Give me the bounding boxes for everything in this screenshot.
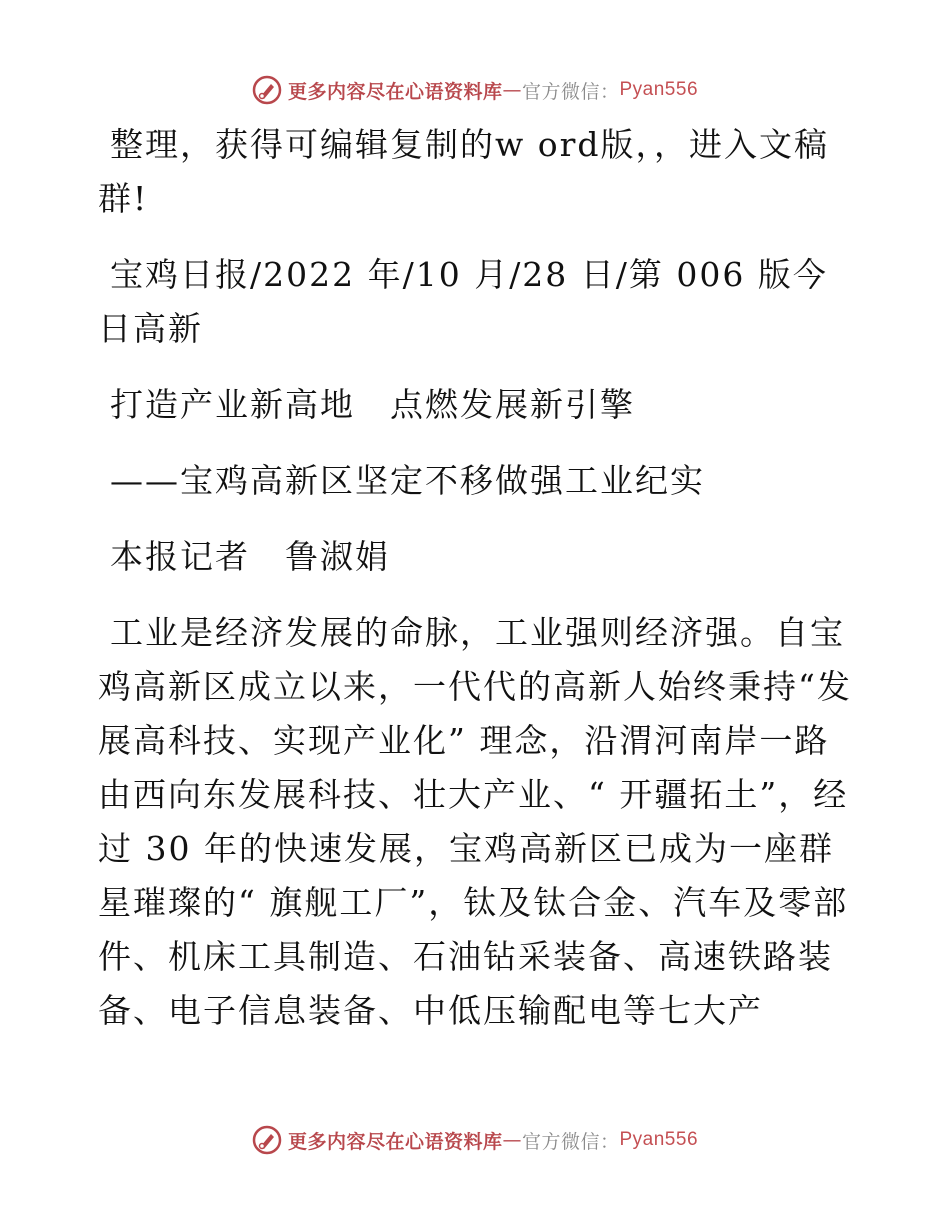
watermark-dash: — bbox=[502, 79, 522, 101]
document-body bbox=[98, 118, 858, 1060]
subheadline: ——宝鸡高新区坚定不移做强工业纪实 bbox=[110, 461, 705, 500]
byline: 本报记者 鲁淑娟 bbox=[110, 537, 390, 576]
watermark-main-text: 更多内容尽在心语资料库 bbox=[287, 1130, 503, 1153]
watermark-wechat-id: Pyan556 bbox=[619, 79, 699, 100]
header-watermark bbox=[0, 70, 950, 110]
watermark-main-text: 更多内容尽在心语资料库 bbox=[287, 80, 503, 103]
body-paragraph: 工业是经济发展的命脉，工业强则经济强。自宝鸡高新区成立以来，一代代的高新人始终秉持“发展高科技、实现产业化” 理念，沿渭河南岸一路由西向东发展科技、壮大产业、“ 开疆拓土”，经过 30 年的快速发展，宝鸡高新区已成为一座群星璀璨的“ 旗舰工厂”，钛及钛合金、汽车及零部件、机床工具制造、石油钻采装备、高速铁路装备、电子信息装备、中低压输配电等七大产 bbox=[98, 613, 852, 1030]
watermark-sub-text: 官方微信： bbox=[521, 1130, 620, 1153]
watermark-sub-text: 官方微信： bbox=[521, 80, 620, 103]
watermark-dash: — bbox=[502, 1129, 522, 1151]
watermark-wechat-id: Pyan556 bbox=[619, 1129, 699, 1150]
headline: 打造产业新高地 点燃发展新引擎 bbox=[110, 385, 635, 424]
pen-logo-icon bbox=[252, 75, 282, 105]
pen-logo-icon bbox=[252, 1125, 282, 1155]
source-line: 宝鸡日报/2022 年/10 月/28 日/第 006 版今日高新 bbox=[98, 255, 828, 348]
intro-paragraph: 整理，获得可编辑复制的w ord版，，进入文稿群! bbox=[98, 125, 830, 218]
footer-watermark bbox=[0, 1120, 950, 1160]
